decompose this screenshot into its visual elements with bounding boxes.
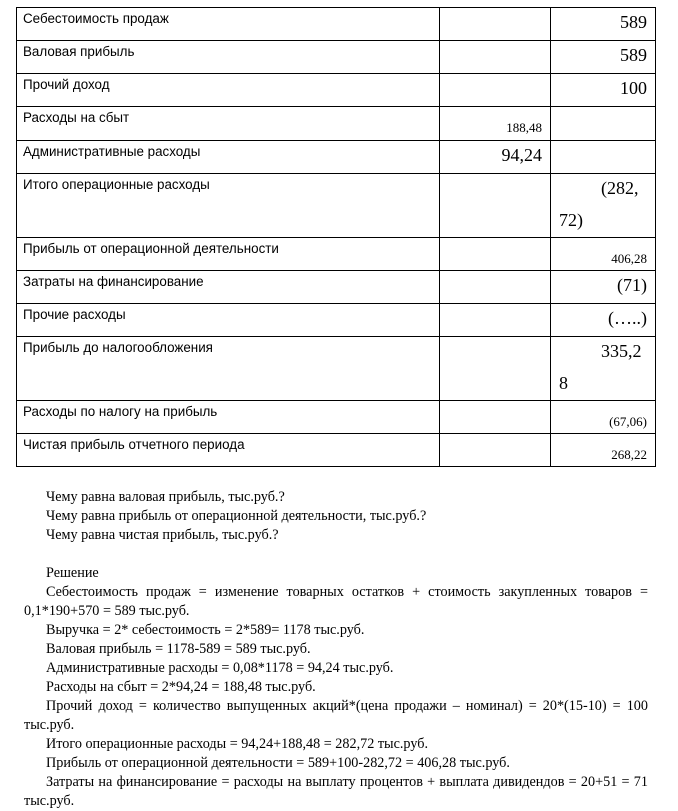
row-value: (67,06) bbox=[609, 414, 647, 429]
row-value: 268,22 bbox=[611, 447, 647, 462]
table-row bbox=[17, 401, 656, 434]
row-value-line1: 335,2 bbox=[601, 341, 642, 361]
row-label: Расходы на сбыт bbox=[23, 110, 130, 125]
table-row bbox=[17, 434, 656, 467]
row-value: (…..) bbox=[608, 308, 647, 328]
solution-heading: Решение bbox=[46, 565, 99, 581]
row-label: Итого операционные расходы bbox=[23, 177, 210, 192]
table-row bbox=[17, 41, 656, 74]
solution-line: Валовая прибыль = 1178-589 = 589 тыс.руб. bbox=[46, 641, 311, 657]
table-row bbox=[17, 74, 656, 107]
table-row bbox=[17, 174, 656, 238]
solution-line: Прибыль от операционной деятельности = 589+100-282,72 = 406,28 тыс.руб. bbox=[46, 755, 510, 771]
question: Чему равна прибыль от операционной деятельности, тыс.руб.? bbox=[46, 508, 427, 524]
row-label: Прибыль от операционной деятельности bbox=[23, 241, 279, 256]
table-row bbox=[17, 304, 656, 337]
row-value: (71) bbox=[617, 275, 647, 295]
table-row bbox=[17, 141, 656, 174]
row-value: 406,28 bbox=[611, 251, 647, 266]
solution-line: Затраты на финансирование = расходы на выплату процентов + выплата дивидендов = 20+51 = 71 тыс.руб. bbox=[24, 774, 648, 809]
table-row bbox=[17, 271, 656, 304]
document-text bbox=[24, 488, 648, 811]
solution-line: Административные расходы = 0,08*1178 = 94,24 тыс.руб. bbox=[46, 660, 394, 676]
row-label: Затраты на финансирование bbox=[23, 274, 204, 289]
row-label: Себестоимость продаж bbox=[23, 11, 169, 26]
row-value-line2: 72) bbox=[559, 210, 583, 230]
row-label: Валовая прибыль bbox=[23, 44, 135, 59]
row-label: Расходы по налогу на прибыль bbox=[23, 404, 218, 419]
table-row bbox=[17, 107, 656, 141]
question: Чему равна валовая прибыль, тыс.руб.? bbox=[46, 489, 285, 505]
row-label: Прибыль до налогообложения bbox=[23, 340, 213, 355]
table-row bbox=[17, 337, 656, 401]
solution-line: Итого операционные расходы = 94,24+188,48 = 282,72 тыс.руб. bbox=[46, 736, 429, 752]
row-label: Административные расходы bbox=[23, 144, 201, 159]
question: Чему равна чистая прибыль, тыс.руб.? bbox=[46, 527, 279, 543]
row-value: 589 bbox=[620, 12, 647, 32]
solution-line: Выручка = 2* себестоимость = 2*589= 1178 тыс.руб. bbox=[46, 622, 365, 638]
row-value-line2: 8 bbox=[559, 373, 568, 393]
row-label: Чистая прибыль отчетного периода bbox=[23, 437, 245, 452]
row-value: 94,24 bbox=[501, 145, 542, 165]
row-value: 100 bbox=[620, 78, 647, 98]
solution-line: Себестоимость продаж = изменение товарных остатков + стоимость закупленных товаров = 0,1*190+570 = 589 тыс.руб. bbox=[24, 584, 648, 619]
row-label: Прочий доход bbox=[23, 77, 110, 92]
table-row bbox=[17, 238, 656, 271]
row-value: 589 bbox=[620, 45, 647, 65]
row-value: 188,48 bbox=[506, 120, 542, 135]
financial-table bbox=[16, 7, 656, 467]
row-label: Прочие расходы bbox=[23, 307, 126, 322]
row-value-line1: (282, bbox=[601, 178, 639, 198]
solution-line: Расходы на сбыт = 2*94,24 = 188,48 тыс.руб. bbox=[46, 679, 316, 695]
solution-line: Прочий доход = количество выпущенных акций*(цена продажи – номинал) = 20*(15-10) = 100 тыс.руб. bbox=[24, 698, 648, 733]
table-row bbox=[17, 8, 656, 41]
